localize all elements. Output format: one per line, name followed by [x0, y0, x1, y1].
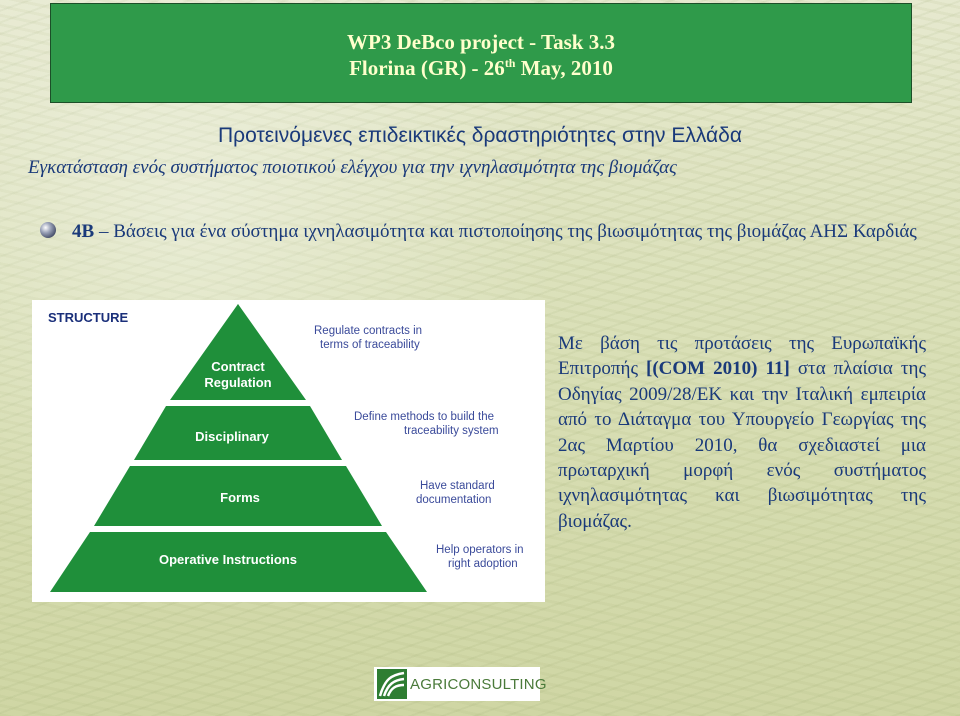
logo-text: AGRICONSULTING [410, 676, 547, 693]
side-paragraph-bold: [(COM 2010) 11] [646, 358, 790, 380]
header-date: May, 2010 [515, 56, 613, 80]
header-date-suffix: th [504, 56, 516, 70]
tier-1-note-line1: Regulate contracts in [314, 325, 423, 337]
tier-4-note-line2: right adoption [448, 558, 518, 570]
slide-title: Προτεινόμενες επιδεικτικές δραστηριότητες στην Ελλάδα [217, 124, 742, 147]
bullet-text [72, 218, 932, 246]
header-banner [50, 3, 912, 103]
header-location: Florina (GR) - 26 [349, 56, 505, 80]
tier-2-label: Disciplinary [195, 429, 269, 444]
tier-3-note-line1: Have standard [420, 480, 495, 492]
tier-2-note-line1: Define methods to build the [354, 411, 495, 423]
tier-3-label: Forms [220, 490, 260, 505]
tier-1-label-line1: Contract [211, 359, 265, 374]
tier-3-note-line2: documentation [416, 494, 492, 506]
bullet-dash: – [94, 221, 114, 242]
side-paragraph-post: στα πλαίσια της Οδηγίας 2009/28/ΕΚ και την Ιταλική εμπειρία από το Διάταγμα του Υπουργείο Γεωργίας της 2ας Μαρτίου 2010, θα σχεδιαστεί μια πρωταρχική μορφή ενός συστήματος ιχνηλασιμότητας και βιωσιμότητας της βιομάζας. [558, 358, 926, 532]
pyramid-svg [32, 300, 545, 602]
header-project-title: WP3 DeBco project - Task 3.3 [347, 30, 615, 54]
header-location-date [51, 56, 911, 81]
agriconsulting-logo-icon [377, 669, 407, 699]
side-paragraph-pre: Με βάση τις προτάσεις της Ευρωπαϊκής Επιτροπής [558, 333, 926, 380]
slide-subtitle: Εγκατάσταση ενός συστήματος ποιοτικού ελέγχου για την ιχνηλασιμότητα της βιομάζας [28, 157, 677, 178]
tier-4-label: Operative Instructions [159, 552, 297, 567]
tier-1-note-line2: terms of traceability [320, 339, 420, 351]
pyramid-heading: STRUCTURE [48, 310, 129, 325]
bullet-code: 4Β [72, 221, 95, 242]
tier-4-note-line1: Help operators in [436, 544, 524, 556]
bullet-body: Βάσεις για ένα σύστημα ιχνηλασιμότητα και πιστοποίησης της βιωσιμότητας της βιομάζας ΑΗΣ Καρδιάς [113, 221, 917, 242]
agriconsulting-logo [374, 667, 547, 701]
tier-2-note-line2: traceability system [404, 425, 499, 437]
side-paragraph [558, 331, 926, 534]
bullet-icon [40, 222, 56, 238]
tier-1-label-line2: Regulation [204, 375, 272, 390]
pyramid-figure [32, 300, 545, 602]
